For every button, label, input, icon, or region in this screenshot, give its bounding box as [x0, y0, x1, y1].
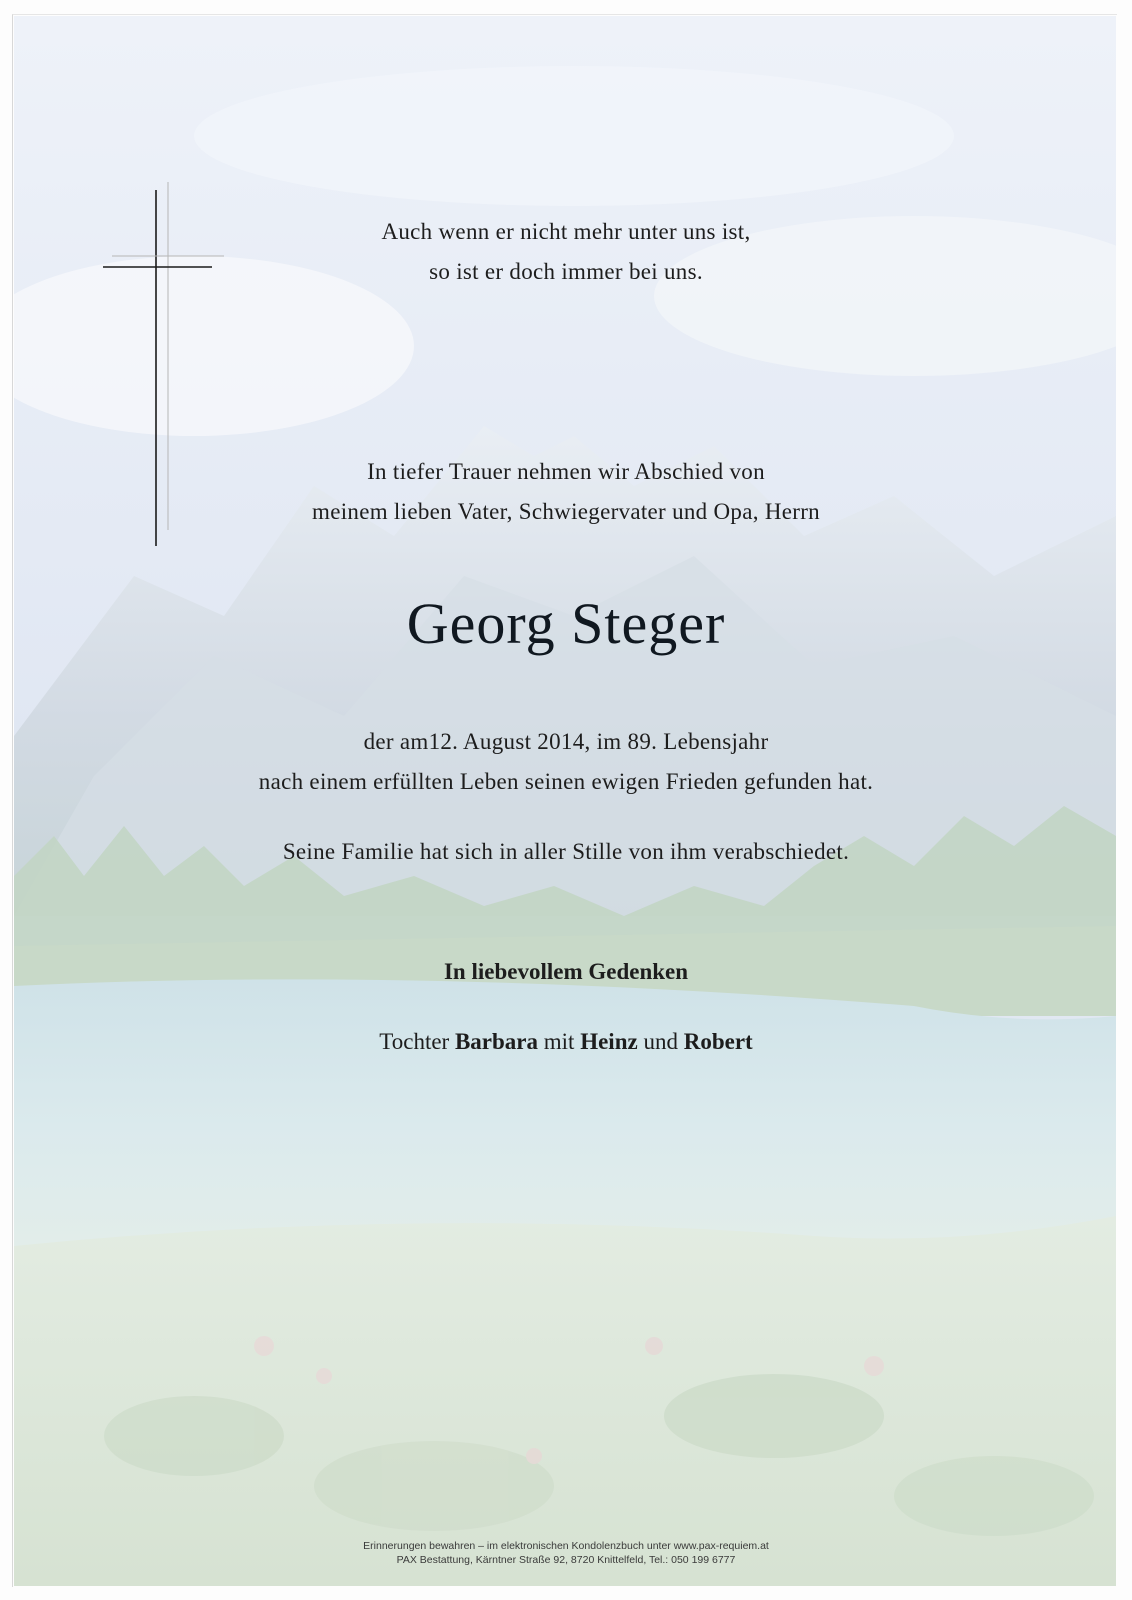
opening-quote — [0, 212, 1132, 292]
family-name-heinz: Heinz — [580, 1029, 638, 1054]
family-name-barbara: Barbara — [454, 1029, 539, 1054]
family-signature — [0, 1022, 1132, 1062]
details-line-2: nach einem erfüllten Leben seinen ewigen Frieden gefunden hat. — [258, 769, 874, 794]
intro-line-2: meinem lieben Vater, Schwiegervater und Opa, Herrn — [312, 499, 820, 524]
deceased-name: Georg Steger — [406, 591, 726, 656]
quote-line-2: so ist er doch immer bei uns. — [429, 259, 703, 284]
farewell-note: Seine Familie hat sich in aller Stille von ihm verabschiedet. — [282, 839, 850, 864]
intro-text — [0, 452, 1132, 532]
family-connector-2: und — [643, 1029, 678, 1054]
memory-heading: In liebevollem Gedenken — [443, 959, 689, 984]
quote-line-1: Auch wenn er nicht mehr unter uns ist, — [381, 219, 751, 244]
family-connector-1: mit — [543, 1029, 575, 1054]
intro-line-1: In tiefer Trauer nehmen wir Abschied von — [367, 459, 765, 484]
family-prefix: Tochter — [379, 1029, 450, 1054]
family-name-robert: Robert — [683, 1029, 753, 1054]
details-line-1: der am12. August 2014, im 89. Lebensjahr — [363, 729, 769, 754]
footer-condolence-line: Erinnerungen bewahren – im elektronischen Kondolenzbuch unter www.pax-requiem.at — [363, 1540, 769, 1552]
footer-address-line: PAX Bestattung, Kärntner Straße 92, 8720 Knittelfeld, Tel.: 050 199 6777 — [396, 1554, 736, 1566]
death-details — [0, 722, 1132, 802]
